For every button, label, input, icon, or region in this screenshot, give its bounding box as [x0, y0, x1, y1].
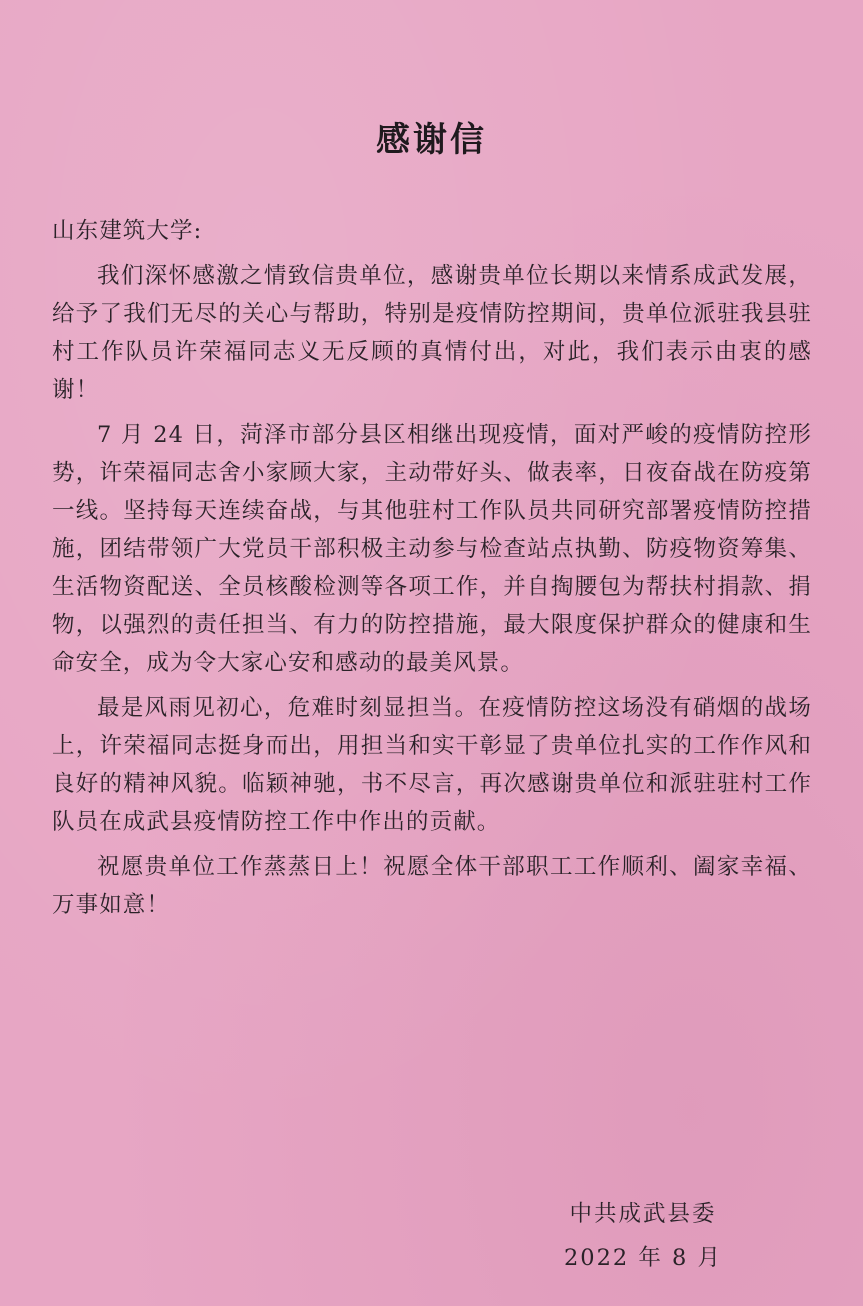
- paragraph-epidemic-work: 7 月 24 日，菏泽市部分县区相继出现疫情，面对严峻的疫情防控形势，许荣福同志舍小家顾大家，主动带好头、做表率，日夜奋战在防疫第一线。坚持每天连续奋战，与其他驻村工作队员共同研究部署疫情防控措施，团结带领广大党员干部积极主动参与检查站点执勤、防疫物资筹集、生活物资配送、全员核酸检测等各项工作，并自掏腰包为帮扶村捐款、捐物，以强烈的责任担当、有力的防控措施，最大限度保护群众的健康和生命安全，成为令大家心安和感动的最美风景。: [52, 422, 812, 676]
- paragraph-commendation: 最是风雨见初心，危难时刻显担当。在疫情防控这场没有硝烟的战场上，许荣福同志挺身而出，用担当和实干彰显了贵单位扎实的工作作风和良好的精神风貌。临颖神驰，书不尽言，再次感谢贵单位和派驻驻村工作队员在成武县疫情防控工作中作出的贡献。: [52, 695, 812, 835]
- letter-salutation: 山东建筑大学:: [52, 218, 203, 244]
- paragraph-wishes: 祝愿贵单位工作蒸蒸日上！祝愿全体干部职工工作顺利、阖家幸福、万事如意！: [52, 854, 812, 918]
- paragraph-gratitude: 我们深怀感激之情致信贵单位，感谢贵单位长期以来情系成武发展，给予了我们无尽的关心与帮助，特别是疫情防控期间，贵单位派驻我县驻村工作队员许荣福同志义无反顾的真情付出，对此，我们表示由衷的感谢！: [52, 263, 812, 403]
- letter-title: 感谢信: [376, 120, 487, 160]
- signature-date: 2022 年 8 月: [563, 1245, 723, 1271]
- letter-body: [52, 212, 812, 931]
- letter-signature: [533, 1192, 753, 1280]
- signature-organization: 中共成武县委: [569, 1201, 717, 1227]
